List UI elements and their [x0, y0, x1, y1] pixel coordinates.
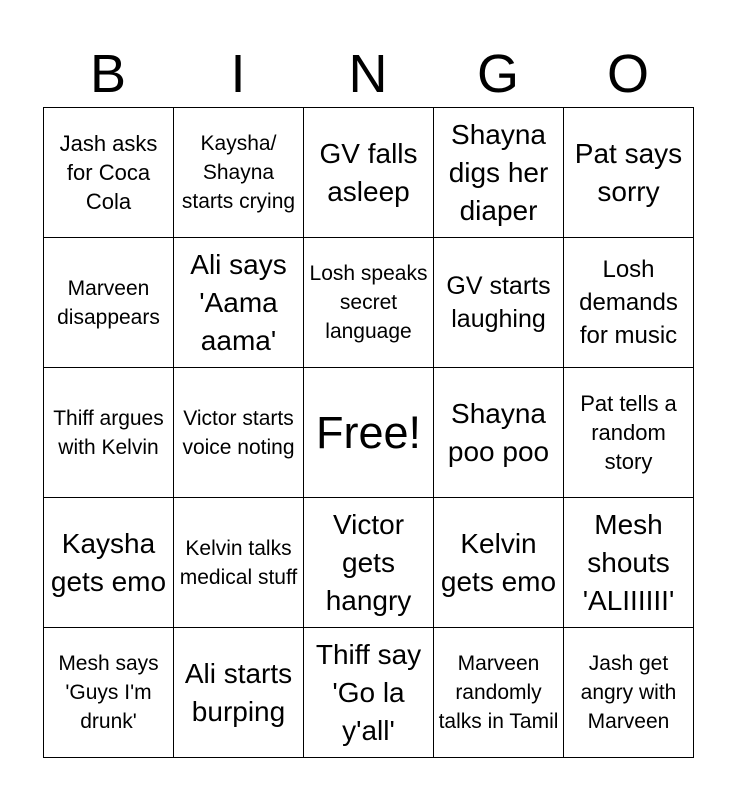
- header-letter-g: G: [476, 44, 519, 104]
- header-letter-o: O: [606, 44, 649, 104]
- bingo-cell[interactable]: [564, 108, 694, 238]
- cell-text: Losh speaks secret language: [309, 262, 428, 343]
- cell-text: Thiff say 'Go la y'all': [315, 638, 422, 746]
- bingo-header: [43, 40, 693, 108]
- cell-text: Pat tells a random story: [580, 391, 677, 474]
- cell-text: Kaysha gets emo: [50, 527, 167, 597]
- bingo-cell[interactable]: [174, 368, 304, 498]
- cell-text: GV starts laughing: [446, 271, 551, 333]
- cell-text: Ali says 'Aama aama': [190, 248, 287, 356]
- bingo-row: [44, 628, 694, 758]
- cell-text: Victor gets hangry: [325, 508, 412, 616]
- cell-text: Kaysha/ Shayna starts crying: [181, 132, 296, 213]
- bingo-cell[interactable]: [564, 498, 694, 628]
- bingo-row: [44, 108, 694, 238]
- bingo-cell[interactable]: [44, 498, 174, 628]
- bingo-cell[interactable]: [304, 498, 434, 628]
- cell-text: Ali starts burping: [184, 657, 293, 727]
- free-space[interactable]: [304, 368, 434, 498]
- bingo-row: [44, 498, 694, 628]
- cell-text: Mesh says 'Guys I'm drunk': [58, 652, 159, 733]
- header-letter-n: N: [348, 44, 388, 104]
- bingo-cell[interactable]: [174, 498, 304, 628]
- bingo-row: [44, 368, 694, 498]
- bingo-cell[interactable]: [434, 368, 564, 498]
- bingo-cell[interactable]: [304, 108, 434, 238]
- cell-text: Thiff argues with Kelvin: [53, 406, 164, 459]
- bingo-cell[interactable]: [44, 368, 174, 498]
- bingo-cell[interactable]: [304, 238, 434, 368]
- bingo-grid: [43, 107, 694, 758]
- cell-text: Shayna poo poo: [447, 397, 550, 467]
- header-letter-b: B: [89, 44, 127, 104]
- cell-text: Marveen disappears: [57, 276, 160, 329]
- bingo-cell[interactable]: [564, 628, 694, 758]
- cell-text: GV falls asleep: [319, 137, 418, 207]
- cell-text: Marveen randomly talks in Tamil: [438, 652, 559, 733]
- free-space-text: Free!: [315, 406, 422, 458]
- cell-text: Kelvin gets emo: [440, 527, 557, 597]
- header-letter-i: I: [230, 44, 246, 104]
- bingo-cell[interactable]: [564, 238, 694, 368]
- bingo-cell[interactable]: [434, 498, 564, 628]
- bingo-row: [44, 238, 694, 368]
- bingo-cell[interactable]: [564, 368, 694, 498]
- bingo-cell[interactable]: [434, 628, 564, 758]
- cell-text: Jash get angry with Marveen: [580, 652, 677, 733]
- bingo-cell[interactable]: [44, 108, 174, 238]
- cell-text: Shayna digs her diaper: [448, 118, 549, 226]
- bingo-cell[interactable]: [304, 628, 434, 758]
- cell-text: Mesh shouts 'ALIIIIII': [582, 508, 675, 616]
- cell-text: Losh demands for music: [579, 256, 678, 349]
- cell-text: Pat says sorry: [574, 137, 683, 207]
- bingo-cell[interactable]: [44, 238, 174, 368]
- cell-text: Victor starts voice noting: [182, 406, 295, 459]
- bingo-cell[interactable]: [174, 238, 304, 368]
- bingo-cell[interactable]: [174, 108, 304, 238]
- bingo-cell[interactable]: [44, 628, 174, 758]
- cell-text: Jash asks for Coca Cola: [59, 131, 158, 214]
- bingo-cell[interactable]: [434, 238, 564, 368]
- cell-text: Kelvin talks medical stuff: [179, 536, 298, 589]
- bingo-cell[interactable]: [434, 108, 564, 238]
- bingo-cell[interactable]: [174, 628, 304, 758]
